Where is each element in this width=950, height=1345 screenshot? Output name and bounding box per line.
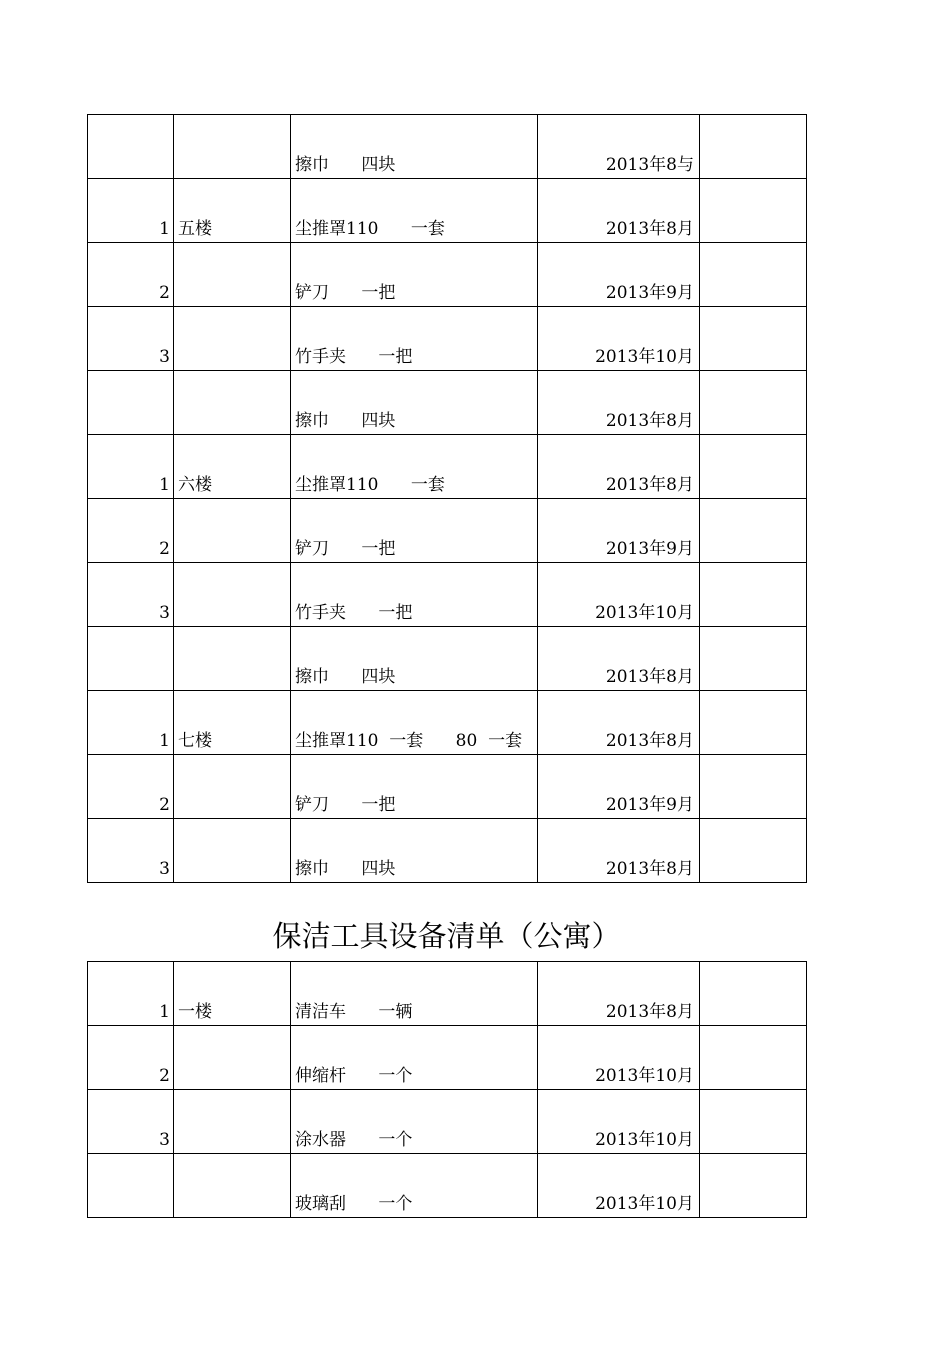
- date-cell: 2013年8月: [538, 435, 700, 499]
- note-cell: [700, 371, 807, 435]
- note-cell: [700, 435, 807, 499]
- row-number-cell: [88, 371, 174, 435]
- date-cell: 2013年8与: [538, 115, 700, 179]
- note-cell: [700, 691, 807, 755]
- item-cell: 玻璃刮 一个: [291, 1154, 538, 1218]
- table-row: [88, 371, 807, 435]
- date-cell: 2013年8月: [538, 179, 700, 243]
- row-number-cell: [88, 1154, 174, 1218]
- date-cell: 2013年8月: [538, 691, 700, 755]
- date-cell: 2013年10月: [538, 563, 700, 627]
- date-cell: 2013年8月: [538, 371, 700, 435]
- table-row: [88, 563, 807, 627]
- table-row: [88, 819, 807, 883]
- row-number-cell: 1: [88, 962, 174, 1026]
- date-cell: 2013年9月: [538, 755, 700, 819]
- date-cell: 2013年10月: [538, 307, 700, 371]
- date-cell: 2013年8月: [538, 627, 700, 691]
- item-cell: 尘推罩110 一套: [291, 179, 538, 243]
- note-cell: [700, 1026, 807, 1090]
- floor-cell: 一楼: [174, 962, 291, 1026]
- equipment-table-apartment: [87, 961, 807, 1218]
- item-cell: 擦巾 四块: [291, 371, 538, 435]
- item-cell: 竹手夹 一把: [291, 307, 538, 371]
- item-cell: 清洁车 一辆: [291, 962, 538, 1026]
- table-row: [88, 691, 807, 755]
- floor-cell: [174, 243, 291, 307]
- floor-cell: 五楼: [174, 179, 291, 243]
- item-cell: 尘推罩110 一套 80 一套: [291, 691, 538, 755]
- table-row: [88, 307, 807, 371]
- section-title: 保洁工具设备清单（公寓）: [272, 919, 621, 953]
- note-cell: [700, 755, 807, 819]
- row-number-cell: 1: [88, 691, 174, 755]
- table-row: [88, 755, 807, 819]
- item-cell: 擦巾 四块: [291, 627, 538, 691]
- table-row: [88, 1026, 807, 1090]
- item-cell: 尘推罩110 一套: [291, 435, 538, 499]
- note-cell: [700, 243, 807, 307]
- row-number-cell: 2: [88, 243, 174, 307]
- row-number-cell: 2: [88, 499, 174, 563]
- date-cell: 2013年8月: [538, 819, 700, 883]
- floor-cell: [174, 819, 291, 883]
- note-cell: [700, 819, 807, 883]
- note-cell: [700, 962, 807, 1026]
- row-number-cell: 2: [88, 1026, 174, 1090]
- row-number-cell: 3: [88, 307, 174, 371]
- table-row: [88, 627, 807, 691]
- table-row: [88, 499, 807, 563]
- item-cell: 铲刀 一把: [291, 755, 538, 819]
- row-number-cell: [88, 115, 174, 179]
- floor-cell: [174, 115, 291, 179]
- floor-cell: [174, 1154, 291, 1218]
- equipment-table-upper: [87, 114, 807, 883]
- floor-cell: 六楼: [174, 435, 291, 499]
- date-cell: 2013年10月: [538, 1090, 700, 1154]
- date-cell: 2013年8月: [538, 962, 700, 1026]
- floor-cell: [174, 563, 291, 627]
- table-row: [88, 962, 807, 1026]
- item-cell: 竹手夹 一把: [291, 563, 538, 627]
- item-cell: 铲刀 一把: [291, 499, 538, 563]
- floor-cell: [174, 1090, 291, 1154]
- item-cell: 涂水器 一个: [291, 1090, 538, 1154]
- floor-cell: [174, 1026, 291, 1090]
- row-number-cell: 3: [88, 563, 174, 627]
- row-number-cell: 3: [88, 1090, 174, 1154]
- row-number-cell: 1: [88, 435, 174, 499]
- item-cell: 伸缩杆 一个: [291, 1026, 538, 1090]
- floor-cell: [174, 371, 291, 435]
- table-row: [88, 1090, 807, 1154]
- item-cell: 擦巾 四块: [291, 819, 538, 883]
- note-cell: [700, 1090, 807, 1154]
- table-row: [88, 115, 807, 179]
- note-cell: [700, 1154, 807, 1218]
- floor-cell: 七楼: [174, 691, 291, 755]
- table-row: [88, 179, 807, 243]
- row-number-cell: [88, 627, 174, 691]
- table-row: [88, 243, 807, 307]
- floor-cell: [174, 307, 291, 371]
- note-cell: [700, 179, 807, 243]
- floor-cell: [174, 627, 291, 691]
- row-number-cell: 2: [88, 755, 174, 819]
- item-cell: 铲刀 一把: [291, 243, 538, 307]
- note-cell: [700, 307, 807, 371]
- note-cell: [700, 115, 807, 179]
- date-cell: 2013年9月: [538, 243, 700, 307]
- row-number-cell: 1: [88, 179, 174, 243]
- date-cell: 2013年10月: [538, 1154, 700, 1218]
- date-cell: 2013年9月: [538, 499, 700, 563]
- note-cell: [700, 563, 807, 627]
- row-number-cell: 3: [88, 819, 174, 883]
- note-cell: [700, 499, 807, 563]
- floor-cell: [174, 755, 291, 819]
- date-cell: 2013年10月: [538, 1026, 700, 1090]
- table-row: [88, 1154, 807, 1218]
- floor-cell: [174, 499, 291, 563]
- note-cell: [700, 627, 807, 691]
- table-row: [88, 435, 807, 499]
- item-cell: 擦巾 四块: [291, 115, 538, 179]
